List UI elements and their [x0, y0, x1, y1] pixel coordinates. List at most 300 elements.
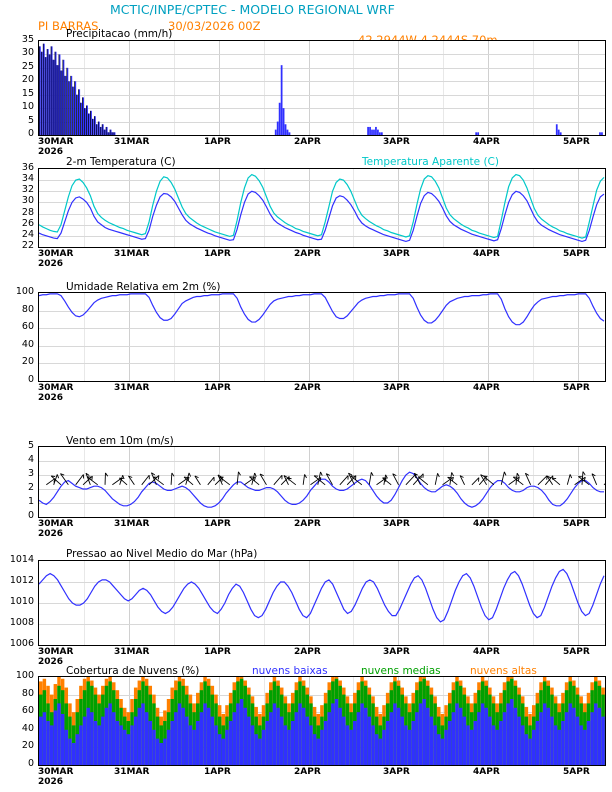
cloud-bar: [349, 730, 352, 765]
cloud-bar: [558, 730, 561, 765]
cloud-bar: [233, 712, 236, 765]
cloud-bar: [97, 725, 100, 765]
precip-bar: [379, 132, 381, 135]
y-axis-tick: 4: [27, 454, 34, 465]
wind-barb-head: [438, 473, 440, 477]
x-axis-tick: 31MAR: [114, 383, 150, 393]
cloud-bar: [601, 717, 604, 765]
wind-barb-head: [305, 474, 307, 477]
x-axis-tick: 4APR: [473, 767, 500, 777]
cloud-bar: [488, 717, 491, 765]
y-axis-tick: 3: [27, 468, 34, 479]
panel-humidity: [38, 292, 606, 382]
y-axis-tick: 25: [21, 61, 34, 72]
x-axis-year: 2026: [38, 529, 64, 539]
cloud-bar: [327, 712, 330, 765]
cloud-bar: [298, 703, 301, 765]
cloud-bar: [390, 712, 393, 765]
series-canvas: [39, 447, 605, 517]
cloud-bar: [576, 717, 579, 765]
cloud-bar: [338, 708, 341, 765]
y-axis-tick: 1008: [9, 617, 34, 628]
cloud-bar: [368, 717, 371, 765]
cloud-bar: [284, 725, 287, 765]
legend-apparent-temperature: Temperatura Aparente (C): [362, 156, 499, 168]
cloud-bar: [254, 734, 257, 765]
precip-bar: [373, 130, 375, 135]
cloud-bar: [379, 739, 382, 765]
cloud-bar: [342, 717, 345, 765]
cloud-bar: [145, 712, 148, 765]
wind-barb-head: [238, 472, 240, 475]
wind-barb: [369, 472, 371, 485]
x-axis-tick: 30MAR: [38, 767, 74, 777]
y-axis-tick: 1006: [9, 638, 34, 649]
precip-bar: [369, 127, 371, 135]
cloud-bar: [86, 708, 89, 765]
panel-wind: [38, 446, 606, 518]
wind-barb-head: [51, 476, 55, 477]
wind-barb-head: [92, 476, 93, 480]
cloud-bar: [134, 717, 137, 765]
cloud-bar: [83, 717, 86, 765]
y-axis-tick: 0: [27, 758, 34, 769]
precip-bar: [275, 130, 277, 135]
cloud-bar: [243, 708, 246, 765]
cloud-bar: [466, 725, 469, 765]
y-axis-tick: 24: [21, 229, 34, 240]
wind-barb: [340, 476, 348, 485]
x-axis-tick: 31MAR: [114, 249, 150, 259]
wind-barb: [237, 472, 238, 485]
cloud-bar: [495, 730, 498, 765]
cloud-bar: [561, 721, 564, 765]
x-axis-tick: 30MAR: [38, 647, 74, 657]
cloud-bar: [455, 703, 458, 765]
cloud-bar: [404, 725, 407, 765]
cloud-bar: [587, 721, 590, 765]
x-axis-tick: 30MAR: [38, 249, 74, 259]
precip-bar: [371, 130, 373, 135]
x-axis-tick: 3APR: [383, 647, 410, 657]
cloud-bar: [408, 730, 411, 765]
x-axis-tick: 1APR: [204, 249, 231, 259]
cloud-bar: [72, 743, 75, 765]
cloud-bar: [401, 717, 404, 765]
page-title: MCTIC/INPE/CPTEC - MODELO REGIONAL WRF: [110, 2, 395, 17]
cloud-bar: [43, 712, 46, 765]
precip-bar: [287, 130, 289, 135]
x-axis-tick: 30MAR: [38, 383, 74, 393]
wind-barb: [582, 472, 583, 485]
cloud-bar: [65, 730, 68, 765]
cloud-bar: [386, 721, 389, 765]
y-axis-tick: 40: [21, 339, 34, 350]
cloud-bar: [214, 725, 217, 765]
cloud-bar: [375, 734, 378, 765]
cloud-bar: [240, 699, 243, 765]
wind-barb: [208, 477, 214, 485]
wind-barb: [303, 474, 304, 484]
cloud-bar: [291, 721, 294, 765]
cloud-bar: [295, 712, 298, 765]
y-axis-tick: 80: [21, 688, 34, 699]
cloud-bar: [590, 712, 593, 765]
cloud-bar: [579, 725, 582, 765]
x-axis-tick: 3APR: [383, 137, 410, 147]
station-name: PI BARRAS: [38, 19, 99, 33]
cloud-bar: [503, 712, 506, 765]
y-axis-tick: 20: [21, 740, 34, 751]
wind-barb: [171, 473, 172, 485]
y-axis-tick: 36: [21, 162, 34, 173]
cloud-bar: [470, 730, 473, 765]
cloud-bar: [149, 721, 152, 765]
cloud-bar: [229, 721, 232, 765]
wind-barb: [288, 478, 296, 484]
wind-barb: [76, 474, 84, 484]
precip-bar: [477, 132, 479, 135]
cloud-bar: [211, 717, 214, 765]
wind-barb-head: [371, 472, 373, 476]
y-axis-tick: 80: [21, 304, 34, 315]
x-axis-tick: 4APR: [473, 647, 500, 657]
y-axis-tick: 2: [27, 482, 34, 493]
x-axis-tick: 3APR: [383, 249, 410, 259]
x-axis-tick: 3APR: [383, 383, 410, 393]
x-axis-tick: 5APR: [563, 137, 590, 147]
x-axis-tick: 5APR: [563, 249, 590, 259]
wind-barb: [604, 476, 605, 485]
cloud-bar: [178, 703, 181, 765]
cloud-bar: [360, 703, 363, 765]
y-axis-tick: 26: [21, 218, 34, 229]
x-axis-year: 2026: [38, 393, 64, 403]
x-axis-tick: 2APR: [294, 767, 321, 777]
wind-barb: [483, 476, 494, 485]
x-axis-tick: 31MAR: [114, 647, 150, 657]
cloud-bar: [510, 699, 513, 765]
y-axis-tick: 35: [21, 34, 34, 45]
x-axis-tick: 31MAR: [114, 137, 150, 147]
x-axis-tick: 31MAR: [114, 767, 150, 777]
cloud-bar: [554, 725, 557, 765]
cloud-bar: [441, 739, 444, 765]
wind-barb: [274, 475, 282, 485]
cloud-bar: [536, 721, 539, 765]
wind-barb: [567, 474, 570, 484]
x-axis-year: 2026: [38, 259, 64, 269]
series-canvas: [39, 561, 605, 645]
cloud-bar: [287, 730, 290, 765]
x-axis-year: 2026: [38, 147, 64, 157]
cloud-bar: [331, 703, 334, 765]
y-axis-tick: 60: [21, 321, 34, 332]
precip-bar: [375, 127, 377, 135]
panel-title-humidity: Umidade Relativa em 2m (%): [66, 281, 221, 293]
cloud-bar: [54, 710, 57, 765]
wind-barb-head: [452, 472, 454, 475]
y-axis-tick: 0: [27, 374, 34, 385]
cloud-bar: [258, 739, 261, 765]
series-canvas: [39, 677, 605, 765]
y-axis-tick: 1: [27, 496, 34, 507]
y-axis-tick: 34: [21, 173, 34, 184]
cloud-bar: [101, 717, 104, 765]
cloud-bar: [492, 725, 495, 765]
y-axis-tick: 30: [21, 195, 34, 206]
cloud-bar: [170, 721, 173, 765]
cloud-bar: [422, 699, 425, 765]
cloud-bar: [393, 703, 396, 765]
cloud-bar: [452, 712, 455, 765]
cloud-bar: [594, 703, 597, 765]
cloud-bar: [156, 739, 159, 765]
cloud-bar: [572, 708, 575, 765]
series-canvas: [39, 41, 605, 135]
cloud-bar: [138, 708, 141, 765]
y-axis-tick: 100: [15, 670, 34, 681]
y-axis-tick: 5: [27, 115, 34, 126]
cloud-bar: [364, 708, 367, 765]
panel-clouds: [38, 676, 606, 766]
cloud-bar: [433, 725, 436, 765]
cloud-bar: [105, 708, 108, 765]
cloud-bar: [550, 717, 553, 765]
cloud-bar: [273, 703, 276, 765]
y-axis-tick: 0: [27, 510, 34, 521]
y-axis-tick: 20: [21, 356, 34, 367]
cloud-bar: [68, 739, 71, 765]
wind-barb-head: [517, 473, 519, 476]
cloud-bar: [160, 743, 163, 765]
x-axis-tick: 4APR: [473, 249, 500, 259]
cloud-bar: [397, 708, 400, 765]
run-datetime: 30/03/2026 00Z: [168, 19, 261, 33]
y-axis-tick: 30: [21, 47, 34, 58]
y-axis-tick: 1014: [9, 554, 34, 565]
cloud-bar: [46, 721, 49, 765]
cloud-bar: [262, 730, 265, 765]
cloud-bar: [222, 739, 225, 765]
legend-low-clouds: nuvens baixas: [252, 665, 328, 677]
x-axis-year: 2026: [38, 657, 64, 667]
cloud-bar: [477, 712, 480, 765]
cloud-bar: [448, 721, 451, 765]
x-axis-tick: 31MAR: [114, 519, 150, 529]
wind-barb-head: [504, 472, 506, 476]
x-axis-tick: 4APR: [473, 137, 500, 147]
cloud-bar: [207, 708, 210, 765]
x-axis-tick: 1APR: [204, 137, 231, 147]
cloud-bar: [525, 734, 528, 765]
wind-barb: [538, 476, 547, 485]
y-axis-tick: 10: [21, 101, 34, 112]
cloud-bar: [112, 712, 115, 765]
y-axis-tick: 40: [21, 723, 34, 734]
panel-title-precipitation: Precipitacao (mm/h): [66, 28, 173, 40]
cloud-bar: [61, 714, 64, 765]
cloud-bar: [313, 734, 316, 765]
cloud-bar: [514, 708, 517, 765]
cloud-bar: [335, 699, 338, 765]
cloud-bar: [430, 717, 433, 765]
x-axis-tick: 5APR: [563, 519, 590, 529]
cloud-bar: [598, 708, 601, 765]
legend-high-clouds: nuvens altas: [470, 665, 537, 677]
x-axis-tick: 2APR: [294, 519, 321, 529]
precip-bar: [475, 132, 477, 135]
panel-title-wind: Vento em 10m (m/s): [66, 435, 174, 447]
cloud-bar: [90, 712, 93, 765]
cloud-bar: [167, 730, 170, 765]
precip-bar: [283, 108, 285, 135]
wind-barb-head: [255, 473, 257, 477]
x-axis-tick: 1APR: [204, 519, 231, 529]
cloud-bar: [419, 703, 422, 765]
precip-bar: [556, 124, 558, 135]
x-axis-tick: 5APR: [563, 647, 590, 657]
series-line: [39, 294, 604, 325]
y-axis-tick: 1010: [9, 596, 34, 607]
cloud-bar: [543, 703, 546, 765]
cloud-bar: [247, 717, 250, 765]
cloud-bar: [357, 712, 360, 765]
cloud-bar: [79, 725, 82, 765]
cloud-bar: [517, 717, 520, 765]
x-axis-tick: 5APR: [563, 383, 590, 393]
cloud-bar: [382, 730, 385, 765]
y-axis-tick: 100: [15, 286, 34, 297]
cloud-bar: [181, 708, 184, 765]
cloud-bar: [324, 721, 327, 765]
x-axis-tick: 1APR: [204, 767, 231, 777]
wind-barb: [142, 475, 149, 485]
panel-title-temperature: 2-m Temperatura (C): [66, 156, 176, 168]
x-axis-tick: 2APR: [294, 383, 321, 393]
cloud-bar: [127, 734, 130, 765]
y-axis-tick: 15: [21, 88, 34, 99]
precip-bar: [289, 132, 291, 135]
wind-barb: [435, 473, 437, 484]
cloud-bar: [108, 703, 111, 765]
cloud-bar: [152, 730, 155, 765]
wind-barb: [552, 478, 560, 485]
cloud-bar: [568, 703, 571, 765]
precip-bar: [599, 132, 601, 135]
legend-mid-clouds: nuvens medias: [361, 665, 441, 677]
cloud-bar: [481, 703, 484, 765]
x-axis-tick: 30MAR: [38, 519, 74, 529]
cloud-bar: [225, 730, 228, 765]
wind-barb-head: [321, 472, 323, 476]
x-axis-tick: 3APR: [383, 519, 410, 529]
panel-title-clouds: Cobertura de Nuvens (%): [66, 665, 200, 677]
cloud-bar: [130, 725, 133, 765]
series-line: [39, 569, 604, 622]
series-canvas: [39, 293, 605, 381]
cloud-bar: [547, 708, 550, 765]
x-axis-tick: 1APR: [204, 647, 231, 657]
wind-barb-head: [119, 478, 123, 479]
wind-barb: [472, 478, 479, 485]
y-axis-tick: 28: [21, 207, 34, 218]
precip-bar: [377, 130, 379, 135]
cloud-bar: [317, 739, 320, 765]
precip-bar: [601, 132, 603, 135]
x-axis-tick: 4APR: [473, 519, 500, 529]
precip-bar: [558, 130, 560, 135]
cloud-bar: [174, 712, 177, 765]
cloud-bar: [353, 721, 356, 765]
cloud-bar: [236, 703, 239, 765]
cloud-bar: [196, 721, 199, 765]
y-axis-tick: 1012: [9, 575, 34, 586]
precip-bar: [367, 127, 369, 135]
cloud-bar: [200, 712, 203, 765]
y-axis-tick: 32: [21, 184, 34, 195]
cloud-bar: [50, 725, 53, 765]
precip-bar: [277, 122, 279, 135]
precip-bar: [281, 65, 283, 135]
series-canvas: [39, 169, 605, 247]
cloud-bar: [485, 708, 488, 765]
cloud-bar: [459, 708, 462, 765]
cloud-bar: [251, 725, 254, 765]
cloud-bar: [411, 721, 414, 765]
cloud-bar: [474, 721, 477, 765]
cloud-bar: [116, 721, 119, 765]
cloud-bar: [141, 703, 144, 765]
cloud-bar: [119, 725, 122, 765]
cloud-bar: [39, 717, 42, 765]
wind-barb-head: [570, 474, 572, 478]
x-axis-tick: 3APR: [383, 767, 410, 777]
cloud-bar: [309, 725, 312, 765]
cloud-bar: [123, 730, 126, 765]
panel-pressure: [38, 560, 606, 646]
x-axis-year: 2026: [38, 777, 64, 787]
x-axis-tick: 4APR: [473, 383, 500, 393]
cloud-bar: [192, 730, 195, 765]
cloud-bar: [269, 712, 272, 765]
cloud-bar: [565, 712, 568, 765]
wind-barb-head: [189, 473, 191, 477]
cloud-bar: [444, 730, 447, 765]
cloud-bar: [185, 717, 188, 765]
cloud-bar: [532, 730, 535, 765]
cloud-bar: [320, 730, 323, 765]
cloud-bar: [463, 717, 466, 765]
precip-bar: [381, 132, 383, 135]
cloud-bar: [189, 725, 192, 765]
cloud-bar: [302, 708, 305, 765]
cloud-bar: [346, 725, 349, 765]
wind-barb-head: [57, 474, 58, 478]
cloud-bar: [415, 712, 418, 765]
panel-temperature: [38, 168, 606, 248]
cloud-bar: [76, 734, 79, 765]
precip-bar: [285, 124, 287, 135]
x-axis-tick: 2APR: [294, 137, 321, 147]
cloud-bar: [203, 703, 206, 765]
precip-bar: [560, 132, 562, 135]
cloud-bar: [371, 725, 374, 765]
cloud-bar: [57, 703, 60, 765]
cloud-bar: [499, 721, 502, 765]
cloud-bar: [528, 739, 531, 765]
x-axis-tick: 30MAR: [38, 137, 74, 147]
